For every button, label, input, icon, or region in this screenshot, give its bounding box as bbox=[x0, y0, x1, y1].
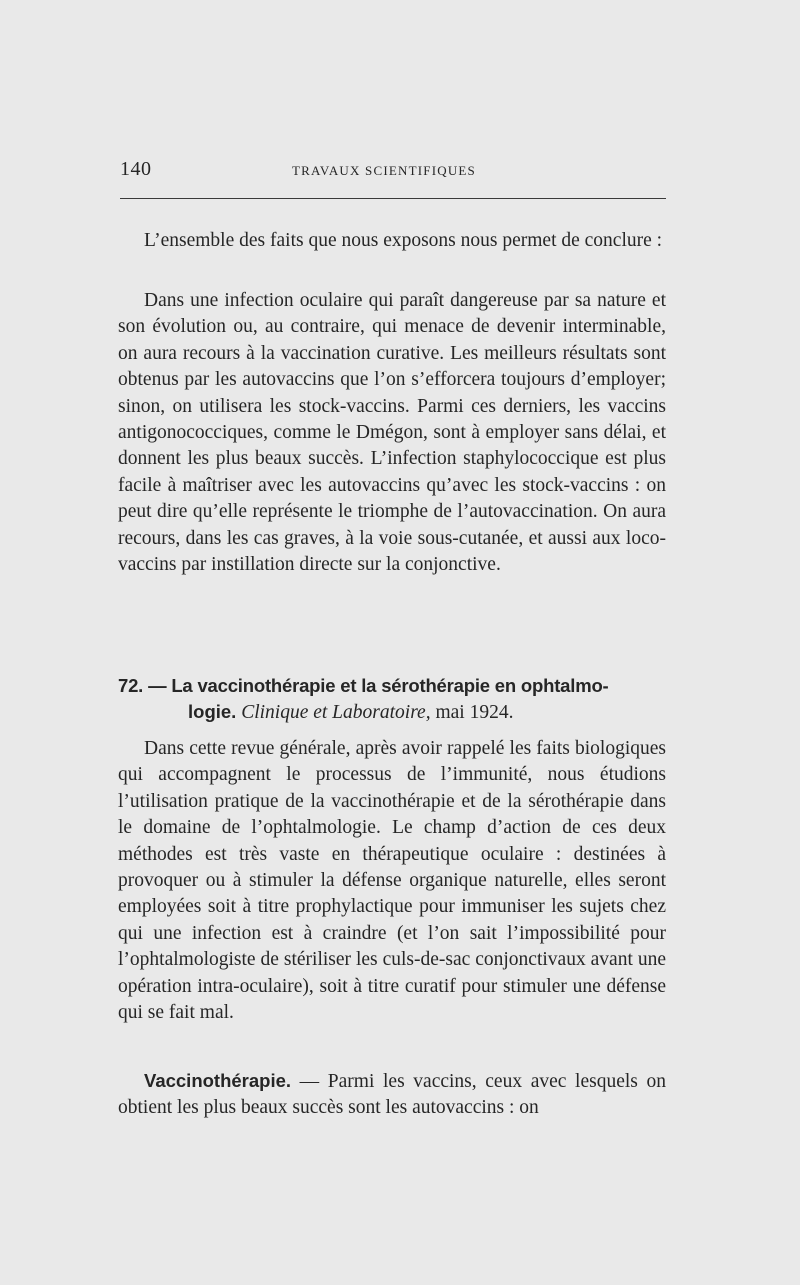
bibliography-entry-72 bbox=[118, 673, 666, 726]
paragraph-conclusion bbox=[118, 288, 666, 578]
entry-journal: Clinique et Laboratoire, bbox=[241, 702, 431, 723]
paragraph-review bbox=[118, 736, 666, 1026]
page-number: 140 bbox=[120, 158, 152, 180]
entry-dash: — bbox=[143, 675, 172, 696]
entry-date: mai 1924. bbox=[435, 702, 514, 723]
running-title: TRAVAUX SCIENTIFIQUES bbox=[292, 163, 476, 178]
page-header bbox=[120, 158, 668, 184]
entry-title: La vaccinothérapie et la sérothérapie en ophtalmo- bbox=[171, 675, 609, 696]
paragraph-vaccinotherapie-text: — Parmi les vaccins, ceux avec lesquels on obtient les plus beaux succès sont les autovaccins : on bbox=[118, 1071, 666, 1119]
entry-number: 72. bbox=[118, 675, 144, 696]
section-runin-heading: Vaccinothérapie. bbox=[144, 1070, 292, 1091]
entry-citation bbox=[118, 699, 666, 726]
paragraph-intro-text: L’ensemble des faits que nous exposons nous permet de conclure : bbox=[144, 230, 663, 251]
paragraph-vaccinotherapie bbox=[118, 1068, 666, 1122]
paragraph-conclusion-text: Dans une infection oculaire qui paraît dangereuse par sa nature et son évolution ou, au contraire, qui menace de devenir interminable, on aura recours à la vaccination curative. Les meilleurs résultats sont obtenus par les autovaccins que l’on s’efforcera toujours d’employer; sinon, on utilisera les stock-vaccins. Parmi ces derniers, les vaccins antigonococciques, comme le Dmégon, sont à employer sans délai, et donnent les plus beaux succès. L’infection staphylococcique est plus facile à maîtriser avec les autovaccins qu’avec les stock-vaccins : on peut dire qu’elle représente le triomphe de l’autovaccination. On aura recours, dans les cas graves, à la voie sous-cutanée, et aussi aux loco-vaccins par instillation directe sur la conjonctive. bbox=[118, 290, 666, 576]
paragraph-review-text: Dans cette revue générale, après avoir rappelé les faits biologiques qui accompagnent le processus de l’immunité, nous étudions l’utilisation pratique de la vaccinothérapie et de la sérothérapie dans le domaine de l’ophtalmologie. Le champ d’action de ces deux méthodes est très vaste en thérapeutique oculaire : destinées à provoquer ou à stimuler la défense organique naturelle, elles seront employées soit à titre prophylactique pour immuniser les sujets chez qui une infection est à craindre (et l’on sait l’impossibilité pour l’ophtalmologiste de stériliser les culs-de-sac conjonctivaux avant une opération intra-oculaire), soit à titre curatif pour stimuler une défense qui se fait mal. bbox=[118, 738, 666, 1024]
entry-heading bbox=[118, 673, 666, 699]
header-rule bbox=[120, 198, 666, 199]
entry-title-continued: logie. bbox=[188, 701, 237, 722]
paragraph-intro bbox=[118, 228, 666, 254]
